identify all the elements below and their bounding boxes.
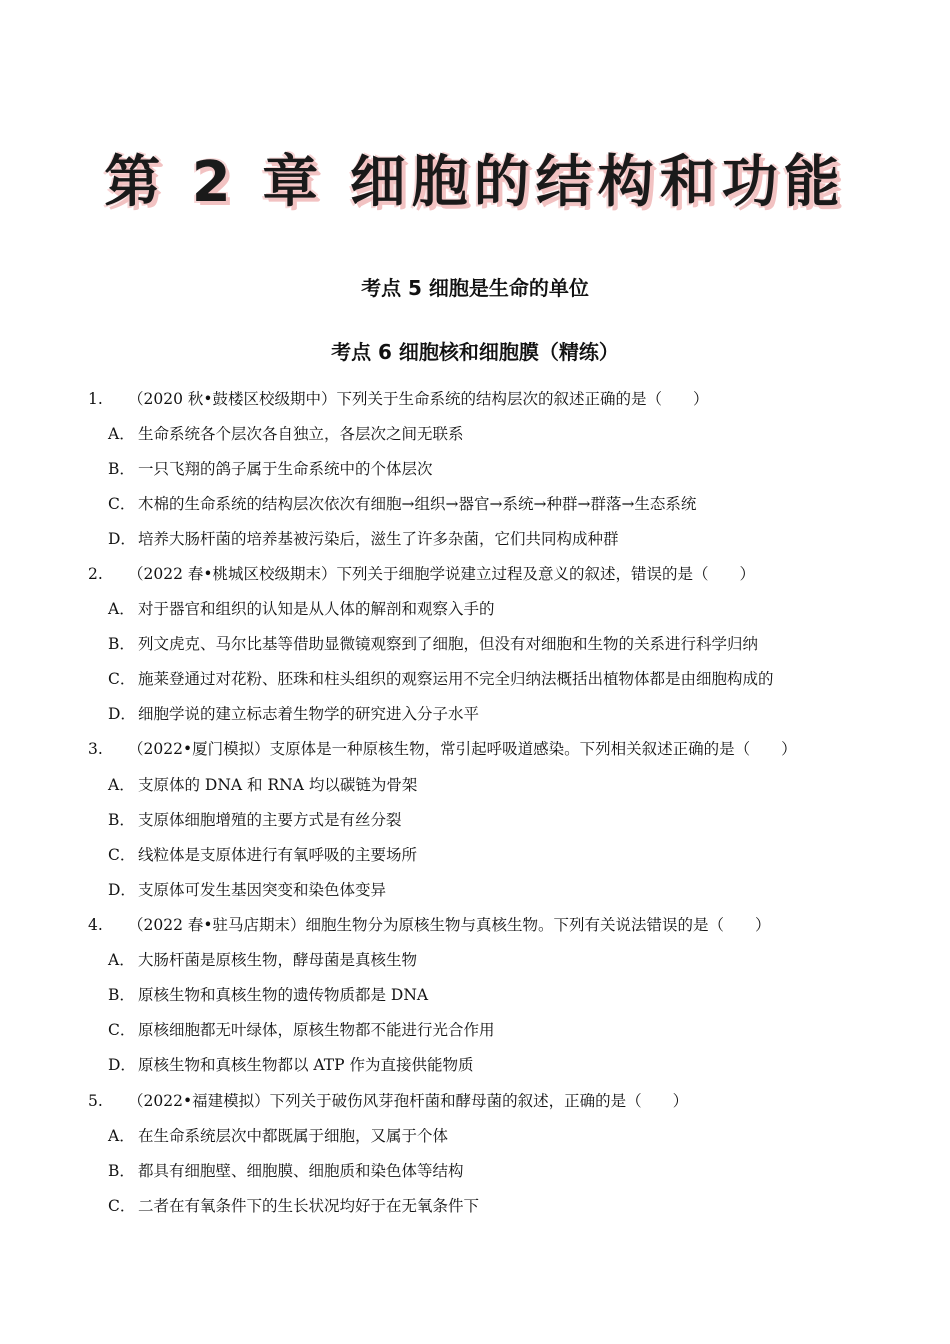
option-label: A． [108,1127,135,1145]
option-text: 二者在有氧条件下的生长状况均好于在无氧条件下 [138,1197,480,1215]
chapter-title [0,138,950,218]
option-label: A． [108,776,135,794]
option-label: B． [108,635,135,653]
question-text: （2022•厦门模拟）支原体是一种原核生物，常引起呼吸道感染。下列相关叙述正确的是（ ） [128,740,797,758]
option [108,424,464,444]
question-text: （2022 春•驻马店期末）细胞生物分为原核生物与真核生物。下列有关说法错误的是（ ） [128,916,771,934]
option [108,775,417,795]
option-label: D． [108,530,136,548]
option-text: 施莱登通过对花粉、胚珠和柱头组织的观察运用不完全归纳法概括出植物体都是由细胞构成的 [138,670,774,688]
option-label: B． [108,460,135,478]
question-stem [88,739,797,759]
option-label: B． [108,1162,135,1180]
option-text: 原核生物和真核生物的遗传物质都是 DNA [138,986,429,1004]
question-number: 1. [88,390,103,408]
option-text: 支原体可发生基因突变和染色体变异 [138,881,387,899]
option-label: C． [108,670,136,688]
option-text: 大肠杆菌是原核生物，酵母菌是真核生物 [138,951,418,969]
option-text: 在生命系统层次中都既属于细胞，又属于个体 [138,1127,449,1145]
option-text: 原核细胞都无叶绿体，原核生物都不能进行光合作用 [138,1021,495,1039]
option [108,1020,495,1040]
question-text: （2022 春•桃城区校级期末）下列关于细胞学说建立过程及意义的叙述，错误的是（ ） [128,565,756,583]
question-number: 3. [88,740,103,758]
option-label: A． [108,951,135,969]
option [108,1196,479,1216]
question-stem [88,564,755,584]
option-text: 一只飞翔的鸽子属于生命系统中的个体层次 [138,460,433,478]
option-text: 生命系统各个层次各自独立，各层次之间无联系 [138,425,464,443]
option [108,1161,464,1181]
option [108,669,774,689]
option-text: 线粒体是支原体进行有氧呼吸的主要场所 [138,846,418,864]
option-label: A． [108,425,135,443]
option-label: C． [108,1197,136,1215]
option [108,529,619,549]
option-text: 细胞学说的建立标志着生物学的研究进入分子水平 [138,705,480,723]
option-text: 支原体的 DNA 和 RNA 均以碳链为骨架 [138,776,418,794]
option [108,599,495,619]
question-stem [88,389,709,409]
option-label: B． [108,986,135,1004]
option [108,985,428,1005]
option-label: D． [108,1056,136,1074]
option [108,810,402,830]
question-text: （2022•福建模拟）下列关于破伤风芽孢杆菌和酵母菌的叙述，正确的是（ ） [128,1092,689,1110]
option-text: 都具有细胞壁、细胞膜、细胞质和染色体等结构 [138,1162,464,1180]
option-label: C． [108,1021,136,1039]
option-text: 支原体细胞增殖的主要方式是有丝分裂 [138,811,402,829]
option-text: 对于器官和组织的认知是从人体的解剖和观察入手的 [138,600,495,618]
chapter-title-text: 第 2 章 细胞的结构和功能 [104,150,846,215]
option-label: D． [108,881,136,899]
option [108,880,386,900]
option [108,1055,473,1075]
option-label: D． [108,705,136,723]
question-stem [88,915,771,935]
option-text: 原核生物和真核生物都以 ATP 作为直接供能物质 [138,1056,474,1074]
option [108,494,696,514]
question-text: （2020 秋•鼓楼区校级期中）下列关于生命系统的结构层次的叙述正确的是（ ） [128,390,709,408]
option [108,459,433,479]
option [108,1126,448,1146]
question-number: 4. [88,916,103,934]
option [108,845,417,865]
option-text: 培养大肠杆菌的培养基被污染后，滋生了许多杂菌，它们共同构成种群 [138,530,619,548]
option-label: C． [108,495,136,513]
section-subtitle-2: 考点 6 细胞核和细胞膜（精练） [331,340,619,364]
question-stem [88,1091,688,1111]
option-label: A． [108,600,135,618]
option-label: B． [108,811,135,829]
option [108,704,479,724]
section-subtitle-1: 考点 5 细胞是生命的单位 [361,276,589,300]
option-text: 列文虎克、马尔比基等借助显微镜观察到了细胞，但没有对细胞和生物的关系进行科学归纳 [138,635,759,653]
option [108,950,417,970]
option-label: C． [108,846,136,864]
option [108,634,758,654]
question-number: 5. [88,1092,103,1110]
question-number: 2. [88,565,103,583]
option-text: 木棉的生命系统的结构层次依次有细胞→组织→器官→系统→种群→群落→生态系统 [138,495,697,513]
